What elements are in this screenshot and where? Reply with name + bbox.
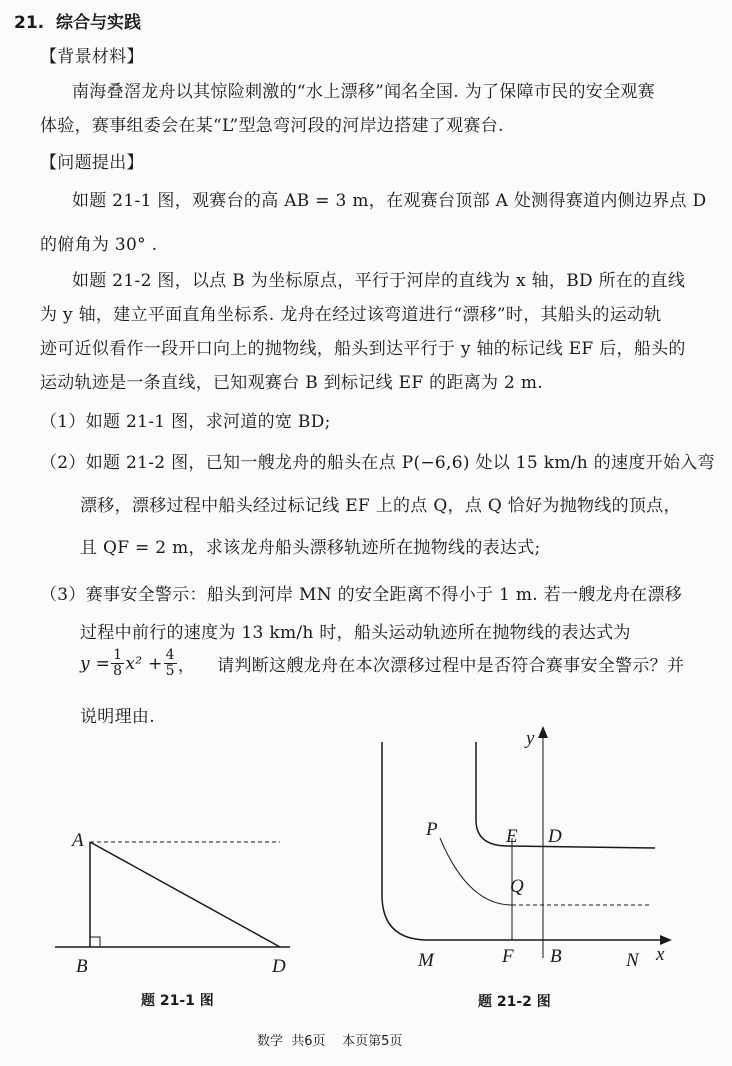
label-B: B bbox=[76, 956, 88, 977]
label-Q: Q bbox=[510, 876, 524, 897]
problem-heading: 【问题提出】 bbox=[40, 153, 144, 173]
background-line-2: 体验，赛事组委会在某“L”型急弯河段的河岸边搭建了观赛台. bbox=[40, 116, 504, 136]
figure-21-2 bbox=[350, 720, 680, 995]
fraction-2-denominator: 5 bbox=[165, 663, 175, 679]
paragraph1-line-1: 如题 21-1 图，观赛台的高 AB = 3 m，在观赛台顶部 A 处测得赛道内侧边界点 D bbox=[72, 191, 707, 211]
subquestion-2-line-2: 漂移，漂移过程中船头经过标记线 EF 上的点 Q，点 Q 恰好为抛物线的顶点， bbox=[80, 496, 681, 516]
inner-boundary bbox=[476, 742, 655, 848]
label-D: D bbox=[272, 956, 286, 977]
formula-y: y = bbox=[80, 653, 111, 674]
subquestion-2-line-1: （2）如题 21-2 图，已知一艘龙舟的船头在点 P(−6,6) 处以 15 km/h 的速度开始入弯 bbox=[40, 453, 715, 473]
subquestion-1: （1）如题 21-1 图，求河道的宽 BD; bbox=[40, 412, 331, 432]
question-header bbox=[14, 8, 141, 33]
fraction-four-fifths bbox=[164, 648, 177, 679]
label-A: A bbox=[72, 830, 84, 851]
label-F: F bbox=[502, 946, 514, 967]
label-B: B bbox=[550, 946, 562, 967]
label-M: M bbox=[418, 950, 434, 971]
figure-21-1-caption: 题 21-1 图 bbox=[141, 993, 214, 1009]
subquestion-3-formula-line bbox=[80, 648, 684, 679]
label-E: E bbox=[506, 826, 518, 847]
background-heading: 【背景材料】 bbox=[40, 47, 144, 67]
formula-end: ， bbox=[177, 656, 196, 676]
subquestion-3-line-4: 说明理由. bbox=[80, 707, 155, 727]
subquestion-3-line-1: （3）赛事安全警示：船头到河岸 MN 的安全距离不得小于 1 m. 若一艘龙舟在漂移 bbox=[40, 585, 683, 605]
right-angle-mark bbox=[90, 937, 100, 947]
fraction-one-eighth bbox=[111, 648, 124, 679]
page-footer: 数学 共6页 本页第5页 bbox=[257, 1034, 403, 1049]
fraction-1-denominator: 8 bbox=[113, 663, 123, 679]
river-bank-MN bbox=[382, 742, 668, 940]
fraction-2-numerator: 4 bbox=[165, 647, 175, 663]
paragraph2-line-1: 如题 21-2 图，以点 B 为坐标原点，平行于河岸的直线为 x 轴，BD 所在的直线 bbox=[72, 271, 686, 291]
label-y: y bbox=[526, 728, 535, 749]
sight-line-AD bbox=[90, 842, 280, 947]
paragraph2-line-4: 运动轨迹是一条直线，已知观赛台 B 到标记线 EF 的距离为 2 m. bbox=[40, 373, 543, 393]
figure-21-1 bbox=[40, 820, 310, 990]
question-title: 综合与实践 bbox=[55, 13, 141, 33]
paragraph1-line-2: 的俯角为 30° . bbox=[40, 235, 158, 255]
fraction-1-numerator: 1 bbox=[113, 647, 123, 663]
label-D: D bbox=[548, 826, 562, 847]
parabola-trajectory bbox=[440, 838, 512, 905]
subquestion-3-line-2: 过程中前行的速度为 13 km/h 时，船头运动轨迹所在抛物线的表达式为 bbox=[80, 623, 631, 643]
paragraph2-line-3: 迹可近似看作一段开口向上的抛物线，船头到达平行于 y 轴的标记线 EF 后，船头的 bbox=[40, 339, 686, 359]
paragraph2-line-2: 为 y 轴，建立平面直角坐标系. 龙舟在经过该弯道进行“漂移”时，其船头的运动轨 bbox=[40, 305, 662, 325]
label-P: P bbox=[426, 819, 438, 840]
subquestion-3-line-3-tail: 请判断这艘龙舟在本次漂移过程中是否符合赛事安全警示？并 bbox=[217, 656, 685, 676]
background-line-1: 南海叠滘龙舟以其惊险刺激的“水上漂移”闻名全国. 为了保障市民的安全观赛 bbox=[72, 82, 655, 102]
y-axis-arrow bbox=[538, 726, 548, 738]
figure-21-2-caption: 题 21-2 图 bbox=[478, 994, 551, 1010]
label-N: N bbox=[626, 950, 639, 971]
question-number: 21. bbox=[14, 13, 45, 33]
label-x: x bbox=[656, 944, 665, 965]
subquestion-2-line-3: 且 QF = 2 m，求该龙舟船头漂移轨迹所在抛物线的表达式; bbox=[80, 538, 541, 558]
formula-x-squared: x² + bbox=[125, 653, 163, 674]
